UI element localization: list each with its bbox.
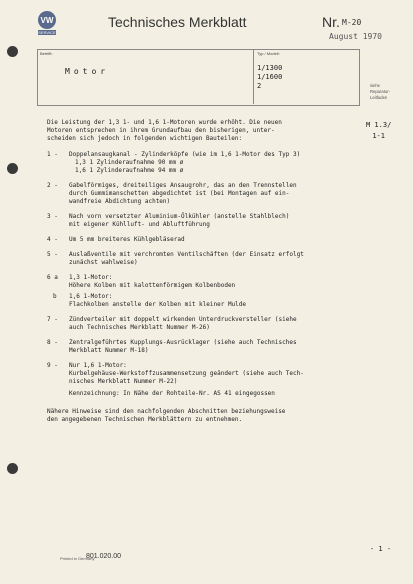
document-code: 801.020.00 bbox=[86, 553, 122, 560]
item-number: 9 - bbox=[47, 362, 58, 369]
text-line: 1,6 1 Zylinderaufnahme 94 mm ø bbox=[75, 167, 184, 174]
number-label: Nr. bbox=[322, 14, 340, 30]
list-item bbox=[47, 316, 365, 332]
text-line: 1,3 1-Motor: bbox=[69, 274, 113, 281]
item-number: b bbox=[53, 293, 57, 300]
binder-hole-icon bbox=[7, 46, 18, 57]
text-line: Nähere Hinweise sind den nachfolgenden Abschnitten beziehungsweise bbox=[47, 408, 286, 415]
type-list bbox=[257, 64, 282, 91]
logo-subtitle: SERVICE bbox=[38, 30, 56, 35]
text-line: 1,3 1 Zylinderaufnahme 90 mm ø bbox=[75, 159, 184, 166]
item-number: 5 - bbox=[47, 251, 58, 258]
text-line: auch Technisches Merkblatt Nummer M-26) bbox=[69, 324, 210, 331]
text-line: Um 5 mm breiteres Kühlgebläserad bbox=[69, 236, 185, 243]
text-line: Merkblatt Nummer M-18) bbox=[69, 347, 149, 354]
text-line: Doppelansaugkanal - Zylinderköpfe (wie im 1,6 1-Motor des Typ 3) bbox=[69, 151, 301, 158]
list-item bbox=[47, 213, 365, 229]
text-line: Nur 1,6 1-Motor: bbox=[69, 362, 127, 369]
document-date: August 1970 bbox=[329, 32, 382, 41]
item-number: 4 - bbox=[47, 236, 58, 243]
text-line: Die Leistung der 1,3 1- und 1,6 1-Motoren wurde erhöht. Die neuen bbox=[47, 119, 282, 126]
identification-note: Kennzeichnung: In Nähe der Rohteile-Nr. AS 41 eingegossen bbox=[69, 390, 275, 397]
text-line: Motoren entsprechen in ihrem Grundaufbau den bisherigen, unter- bbox=[47, 127, 275, 134]
info-box bbox=[37, 49, 360, 106]
text-line: Gabelförmiges, dreiteiliges Ansaugrohr, das an den Trennstellen bbox=[69, 182, 297, 189]
text-line: Kurbelgehäuse-Werkstoffzusammensetzung geändert (siehe auch Tech- bbox=[69, 370, 304, 377]
binder-hole-icon bbox=[7, 163, 18, 174]
printed-note: Printed in Germany bbox=[60, 556, 95, 561]
text-line: den angegebenen Technischen Merkblättern zu entnehmen. bbox=[47, 416, 243, 423]
side-note-line: siehe bbox=[370, 83, 381, 88]
document-body bbox=[47, 119, 365, 432]
text-line: nisches Merkblatt Nummer M-22) bbox=[69, 378, 178, 385]
list-sub-item bbox=[47, 293, 365, 309]
text-line: durch Gummimanschetten abgedichtet ist (bei Montagen auf ein- bbox=[69, 190, 290, 197]
side-note-line: Reparatur- bbox=[370, 89, 391, 94]
intro-paragraph bbox=[47, 119, 365, 143]
text-line: Zündverteiler mit doppelt wirkenden Unterdruckversteller (siehe bbox=[69, 316, 297, 323]
list-item bbox=[47, 339, 365, 355]
reference-line: M 1.3/ bbox=[366, 121, 392, 129]
text-line: Zentralgeführtes Kupplungs-Ausrücklager (siehe auch Technisches bbox=[69, 339, 297, 346]
text-line: mit eigener Kühlluft- und Abluftführung bbox=[69, 221, 210, 228]
reference-line: 1-1 bbox=[372, 132, 385, 140]
list-item bbox=[47, 251, 365, 267]
page-number: - 1 - bbox=[370, 545, 392, 553]
type-item: 1/1300 bbox=[257, 64, 283, 72]
list-item bbox=[47, 236, 365, 244]
item-number: 2 - bbox=[47, 182, 58, 189]
list-item bbox=[47, 362, 365, 398]
item-number: 1 - bbox=[47, 151, 58, 158]
subject-value: Motor bbox=[65, 67, 110, 76]
item-number: 6 a bbox=[47, 274, 58, 281]
number-value: M-20 bbox=[342, 18, 362, 27]
text-line: Flachkolben anstelle der Kolben mit kleiner Mulde bbox=[69, 301, 247, 308]
text-line: Höhere Kolben mit kalottenförmigem Kolbenboden bbox=[69, 282, 236, 289]
item-number: 7 - bbox=[47, 316, 58, 323]
type-item: 2 bbox=[257, 82, 262, 90]
list-item bbox=[47, 151, 365, 175]
reference-code bbox=[366, 120, 391, 142]
vw-logo-icon: VW bbox=[38, 11, 56, 29]
subject-label: Betrifft: bbox=[40, 51, 53, 56]
closing-paragraph bbox=[47, 408, 365, 424]
text-line: Auslaßventile mit verchromten Ventilschäften (der Einsatz erfolgt bbox=[69, 251, 304, 258]
list-item bbox=[47, 182, 365, 206]
text-line: wandfreie Abdichtung achten) bbox=[69, 198, 171, 205]
type-item: 1/1600 bbox=[257, 73, 283, 81]
document-title: Technisches Merkblatt bbox=[108, 14, 247, 30]
info-box-divider bbox=[253, 49, 254, 104]
type-label: Typ / Modell: bbox=[257, 51, 280, 56]
list-item bbox=[47, 274, 365, 290]
text-line: 1,6 1-Motor: bbox=[69, 293, 113, 300]
text-line: scheiden sich jedoch in folgenden wichtigen Bauteilen: bbox=[47, 135, 243, 142]
item-number: 3 - bbox=[47, 213, 58, 220]
text-line: Nach vorn versetzter Aluminium-Ölkühler (anstelle Stahlblech) bbox=[69, 213, 290, 220]
text-line: zunächst wahlweise) bbox=[69, 259, 138, 266]
side-note-line: Leitfaden bbox=[370, 95, 388, 100]
side-note bbox=[370, 83, 390, 101]
item-number: 8 - bbox=[47, 339, 58, 346]
binder-hole-icon bbox=[7, 463, 18, 474]
